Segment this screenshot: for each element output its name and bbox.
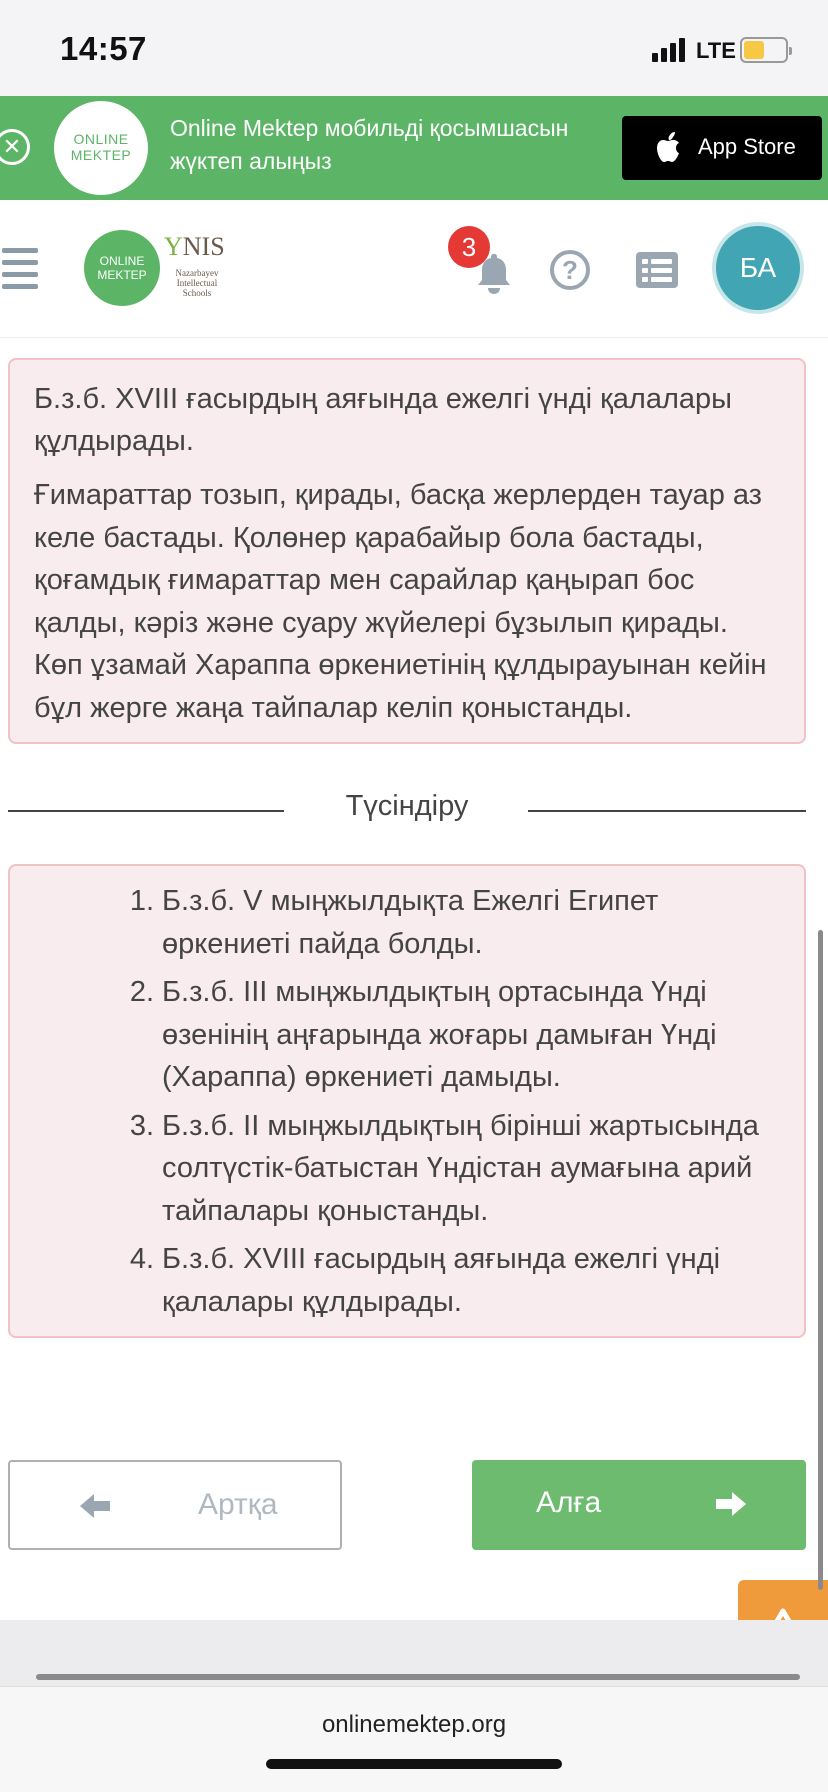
divider-right [528, 810, 806, 812]
explanation-list [124, 880, 780, 1323]
help-icon[interactable]: ? [550, 250, 590, 290]
vertical-scrollbar[interactable] [818, 930, 823, 1590]
list-item-text: Б.з.б. V мыңжылдықта Ежелгі Египет өркениеті пайда болды. [162, 885, 659, 960]
logo-line1: ONLINE [99, 254, 145, 268]
list-item: 1. Б.з.б. V мыңжылдықта Ежелгі Египет өркениеті пайда болды. [124, 880, 780, 965]
app-store-button[interactable] [622, 116, 822, 180]
online-mektep-logo [54, 101, 148, 195]
nis-mark: NIS [182, 232, 225, 261]
logo-line1: ONLINE [73, 131, 129, 147]
signal-icon [652, 38, 686, 62]
network-type: LTE [696, 38, 736, 63]
browser-url-bar[interactable] [0, 1686, 828, 1792]
arrow-right-icon [710, 1484, 750, 1524]
explanation-card [8, 864, 806, 1338]
explanation-label: Түсіндіру [345, 790, 469, 822]
back-button-label: Артқа [198, 1488, 278, 1521]
arrow-left-icon [76, 1486, 116, 1526]
list-item: 4. Б.з.б. XVIII ғасырдың аяғында ежелгі үнді қалалары құлдырады. [124, 1238, 780, 1323]
notification-badge: 3 [448, 226, 490, 268]
list-item: 3. Б.з.б. II мыңжылдықтың бірінші жартысында солтүстік-батыстан Үндістан аумағына арий тайпалары қоныстанды. [124, 1105, 780, 1233]
url-text: onlinemektep.org [321, 1711, 507, 1738]
menu-icon[interactable] [0, 246, 42, 292]
list-icon[interactable] [636, 252, 678, 288]
status-time: 14:57 [60, 30, 147, 67]
logo-line2: MEKTEP [70, 147, 132, 163]
status-bar [0, 0, 828, 96]
list-item-text: Б.з.б. XVIII ғасырдың аяғында ежелгі үнді қалалары құлдырады. [162, 1243, 721, 1318]
question-body: Ғимараттар тозып, қирады, басқа жерлерден тауар аз келе бастады. Қолөнер қарабайыр бола бастады, қоғамдық ғимараттар мен сарайлар қаңырап бос қалды, кәріз және суару жүйелері бұзылып қирады. Көп ұзамай Хараппа өркениетінің құлдырауынан кейін бұл жерге жаңа тайпалар келіп қоныстанды. [34, 479, 767, 724]
nis-logo: YNIS Nazarbayev Intellectual Schools [160, 232, 232, 312]
next-button-label: Алға [536, 1486, 602, 1519]
app-header [0, 200, 828, 338]
logo-line2: MEKTEP [97, 268, 147, 282]
back-button[interactable] [8, 1460, 342, 1550]
apple-icon [656, 130, 684, 164]
nis-subtitle: Nazarbayev Intellectual Schools [175, 268, 219, 298]
app-download-banner [0, 96, 828, 200]
list-item: 2. Б.з.б. III мыңжылдықтың ортасында Үнді өзенінің аңғарында жоғары дамыған Үнді (Хараппа) өркениеті дамыды. [124, 971, 780, 1099]
home-indicator [266, 1759, 562, 1769]
avatar[interactable]: БА [716, 226, 800, 310]
online-mektep-logo[interactable] [84, 230, 160, 306]
next-button[interactable] [472, 1460, 806, 1550]
banner-message: Online Mektep мобильді қосымшасын жүктеп алыңыз [170, 115, 569, 174]
question-title: Б.з.б. XVIII ғасырдың аяғында ежелгі үнді қалалары құлдырады. [34, 383, 732, 457]
list-item-text: Б.з.б. II мыңжылдықтың бірінші жартысында солтүстік-батыстан Үндістан аумағына арий тайпалары қоныстанды. [162, 1109, 759, 1227]
list-item-text: Б.з.б. III мыңжылдықтың ортасында Үнді өзенінің аңғарында жоғары дамыған Үнді (Хараппа) өркениеті дамыды. [162, 976, 717, 1093]
horizontal-scrollbar[interactable] [36, 1674, 800, 1680]
app-store-label: App Store [698, 134, 796, 159]
question-card [8, 358, 806, 744]
battery-icon [740, 37, 788, 63]
close-icon[interactable]: ✕ [0, 129, 30, 165]
